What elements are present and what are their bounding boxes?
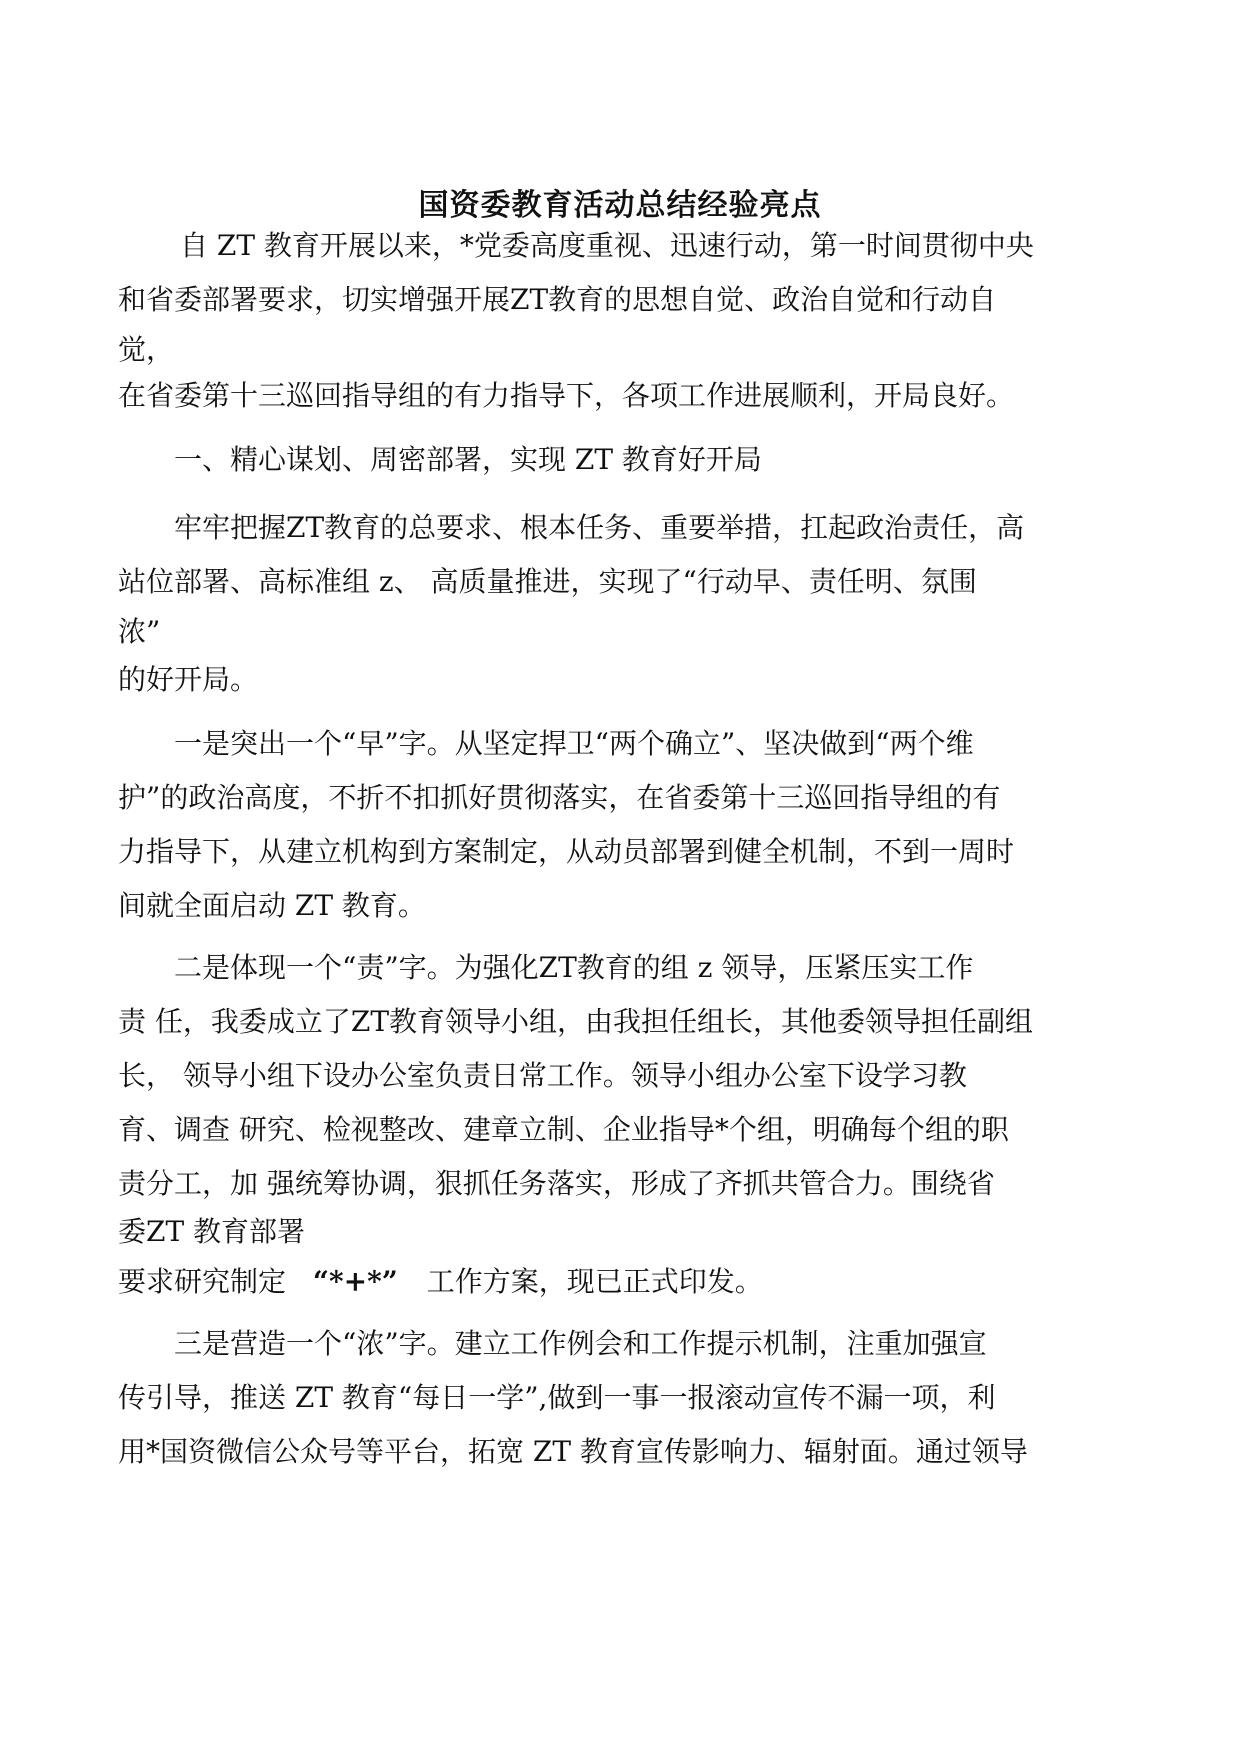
paragraph-4-line-1: 二是体现一个“责”字。为强化ZT教育的组 z 领导，压紧压实工作: [174, 951, 974, 984]
paragraph-4-line-3: 长， 领导小组下设办公室负责日常工作。领导小组办公室下设学习教: [118, 1059, 967, 1092]
paragraph-5-line-1: 三是营造一个“浓”字。建立工作例会和工作提示机制，注重加强宣: [174, 1327, 987, 1360]
paragraph-5-line-3: 用*国资微信公众号等平台，拓宽 ZT 教育宣传影响力、辐射面。通过领导: [118, 1435, 1028, 1468]
document-title: 国资委教育活动总结经验亮点: [418, 188, 822, 223]
paragraph-4-line-7-part-1: 要求研究制定: [118, 1265, 287, 1298]
paragraph-4-line-4: 育、调查 研究、检视整改、建章立制、企业指导*个组，明确每个组的职: [118, 1113, 1009, 1146]
paragraph-3-line-3: 力指导下，从建立机构到方案制定，从动员部署到健全机制，不到一周时: [118, 835, 1015, 868]
paragraph-4-line-2: 责 任，我委成立了ZT教育领导小组，由我担任组长，其他委领导担任副组: [118, 1005, 1034, 1038]
paragraph-2-line-1: 牢牢把握ZT教育的总要求、根本任务、重要举措，扛起政治责任，高: [174, 511, 1025, 544]
paragraph-3-line-1: 一是突出一个“早”字。从坚定捍卫“两个确立”、坚决做到“两个维: [174, 727, 974, 760]
paragraph-4-line-7: [118, 1264, 763, 1300]
paragraph-1-line-3: 觉，: [118, 333, 175, 366]
paragraph-3-line-2: 护”的政治高度，不折不扣抓好贯彻落实，在省委第十三巡回指导组的有: [118, 781, 1001, 814]
paragraph-2-line-3: 浓”: [118, 615, 161, 648]
paragraph-1-line-2: 和省委部署要求，切实增强开展ZT教育的思想自觉、政治自觉和行动自: [118, 283, 997, 316]
paragraph-1-line-4: 在省委第十三巡回指导组的有力指导下，各项工作进展顺利，开局良好。: [118, 379, 1015, 412]
paragraph-4-line-5: 责分工，加 强统筹协调，狠抓任务落实，形成了齐抓共管合力。围绕省: [118, 1167, 995, 1200]
paragraph-5-line-2: 传引导，推送 ZT 教育“每日一学”,做到一事一报滚动宣传不漏一项，利: [118, 1381, 996, 1414]
paragraph-2-line-2: 站位部署、高标准组 z、 高质量推进，实现了“行动早、责任明、氛围: [118, 565, 977, 598]
paragraph-4-line-6: 委ZT 教育部署: [118, 1215, 306, 1248]
paragraph-1-line-1: 自 ZT 教育开展以来，*党委高度重视、迅速行动，第一时间贯彻中央: [180, 229, 1034, 262]
plan-name-quote: “*+*”: [312, 1265, 398, 1298]
section-heading-1: 一、精心谋划、周密部署，实现 ZT 教育好开局: [174, 443, 762, 476]
paragraph-4-line-7-part-2: 工作方案，现已正式印发。: [426, 1265, 763, 1298]
paragraph-2-line-4: 的好开局。: [118, 663, 259, 696]
paragraph-3-line-4: 间就全面启动 ZT 教育。: [118, 889, 426, 922]
